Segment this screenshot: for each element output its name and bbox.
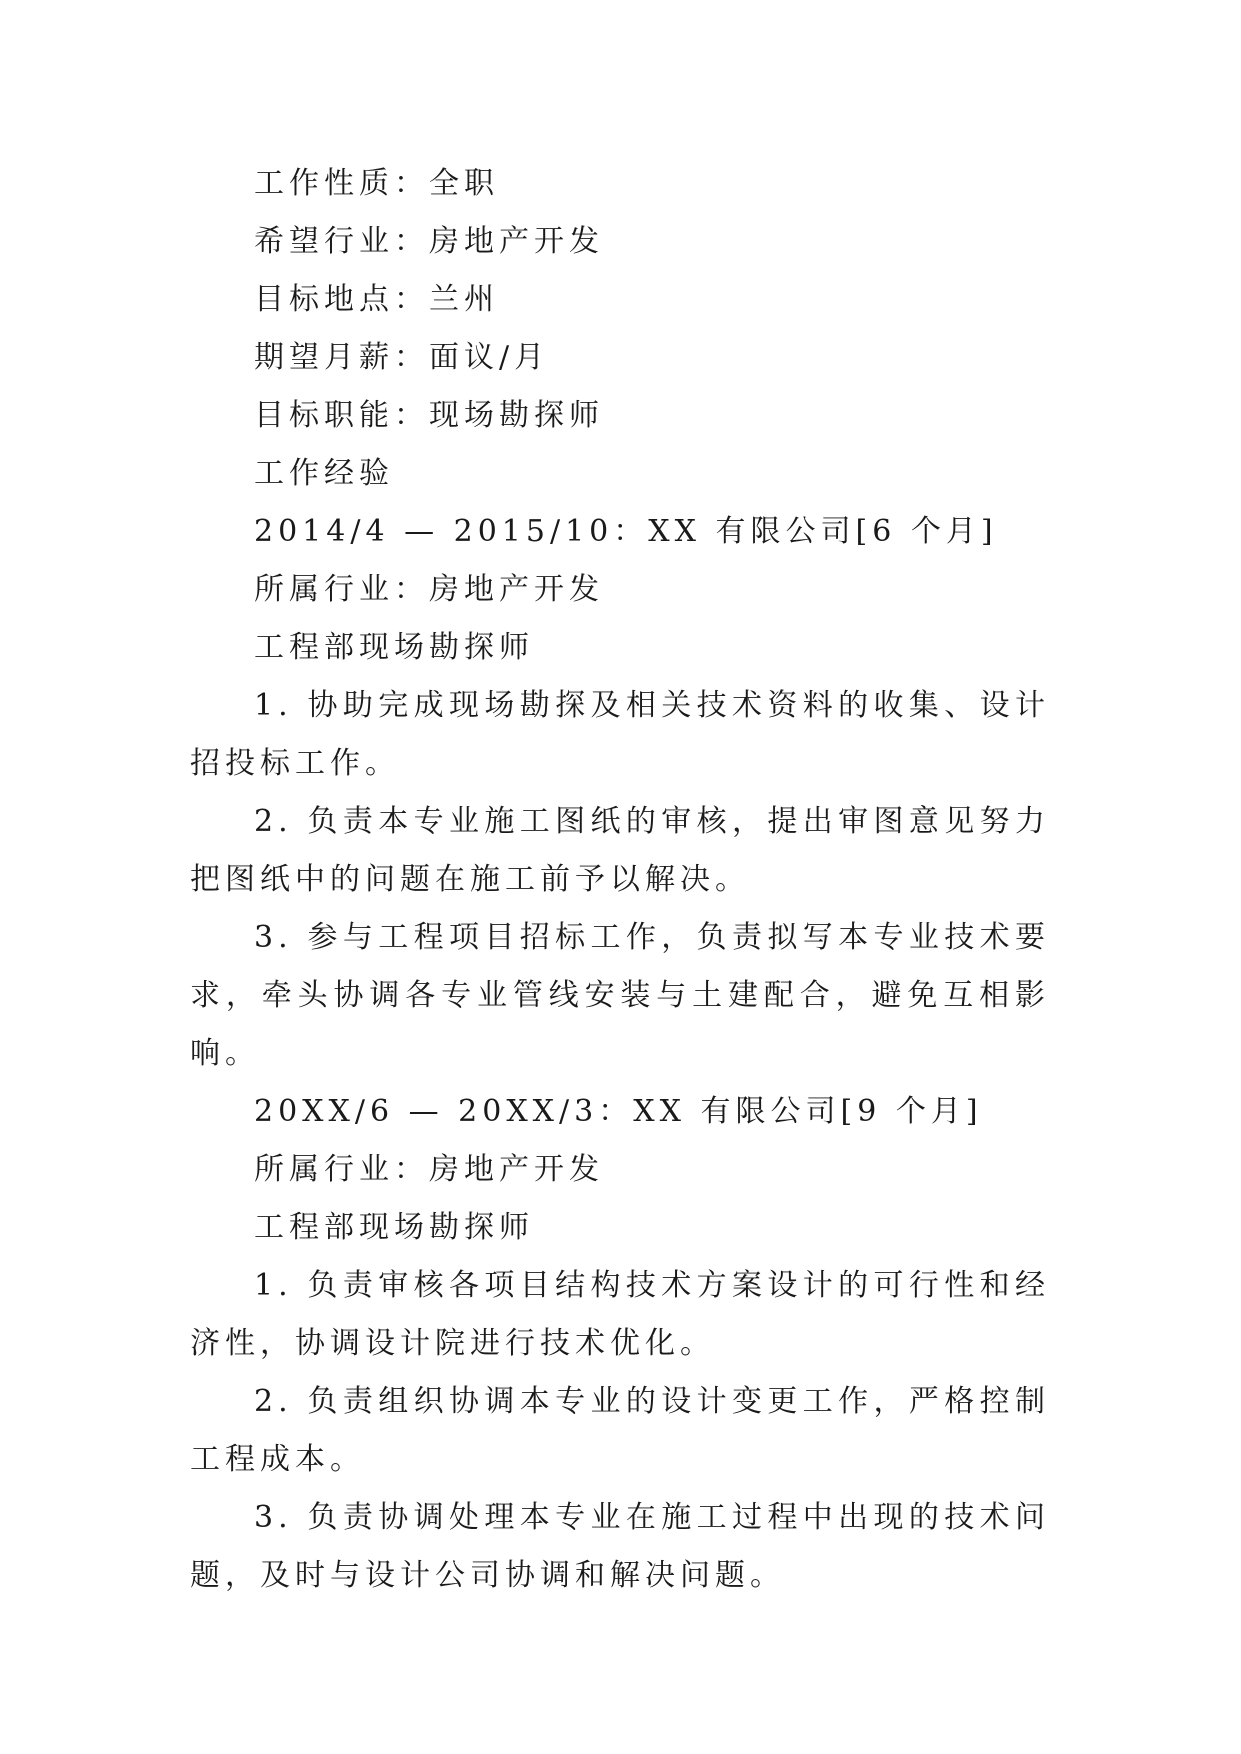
job2-duty-2: 2. 负责组织协调本专业的设计变更工作，严格控制工程成本。 — [190, 1384, 1050, 1477]
job1-period-company: 2014/4 — 2015/10：XX 有限公司[6 个月] — [254, 514, 998, 549]
expected-salary-line: 期望月薪：面议/月 — [254, 340, 550, 375]
target-function-line: 目标职能：现场勘探师 — [254, 398, 604, 433]
job1-duty-3: 3. 参与工程项目招标工作，负责拟写本专业技术要求，牵头协调各专业管线安装与土建配合，避免互相影响。 — [190, 920, 1050, 1071]
job1-duty-1: 1. 协助完成现场勘探及相关技术资料的收集、设计招投标工作。 — [190, 688, 1050, 781]
job1-title: 工程部现场勘探师 — [254, 630, 534, 665]
job1-duty-2: 2. 负责本专业施工图纸的审核，提出审图意见努力把图纸中的问题在施工前予以解决。 — [190, 804, 1050, 897]
resume-body — [190, 155, 1050, 1605]
job2-duty-3: 3. 负责协调处理本专业在施工过程中出现的技术问题，及时与设计公司协调和解决问题。 — [190, 1500, 1050, 1593]
job1-industry: 所属行业：房地产开发 — [254, 572, 604, 607]
job-type-line: 工作性质：全职 — [254, 166, 499, 201]
work-experience-heading: 工作经验 — [254, 456, 394, 491]
job2-title: 工程部现场勘探师 — [254, 1210, 534, 1245]
job2-industry: 所属行业：房地产开发 — [254, 1152, 604, 1187]
desired-industry-line: 希望行业：房地产开发 — [254, 224, 604, 259]
job2-duty-1: 1. 负责审核各项目结构技术方案设计的可行性和经济性，协调设计院进行技术优化。 — [190, 1268, 1050, 1361]
target-location-line: 目标地点：兰州 — [254, 282, 499, 317]
job2-period-company: 20XX/6 — 20XX/3：XX 有限公司[9 个月] — [254, 1094, 983, 1129]
